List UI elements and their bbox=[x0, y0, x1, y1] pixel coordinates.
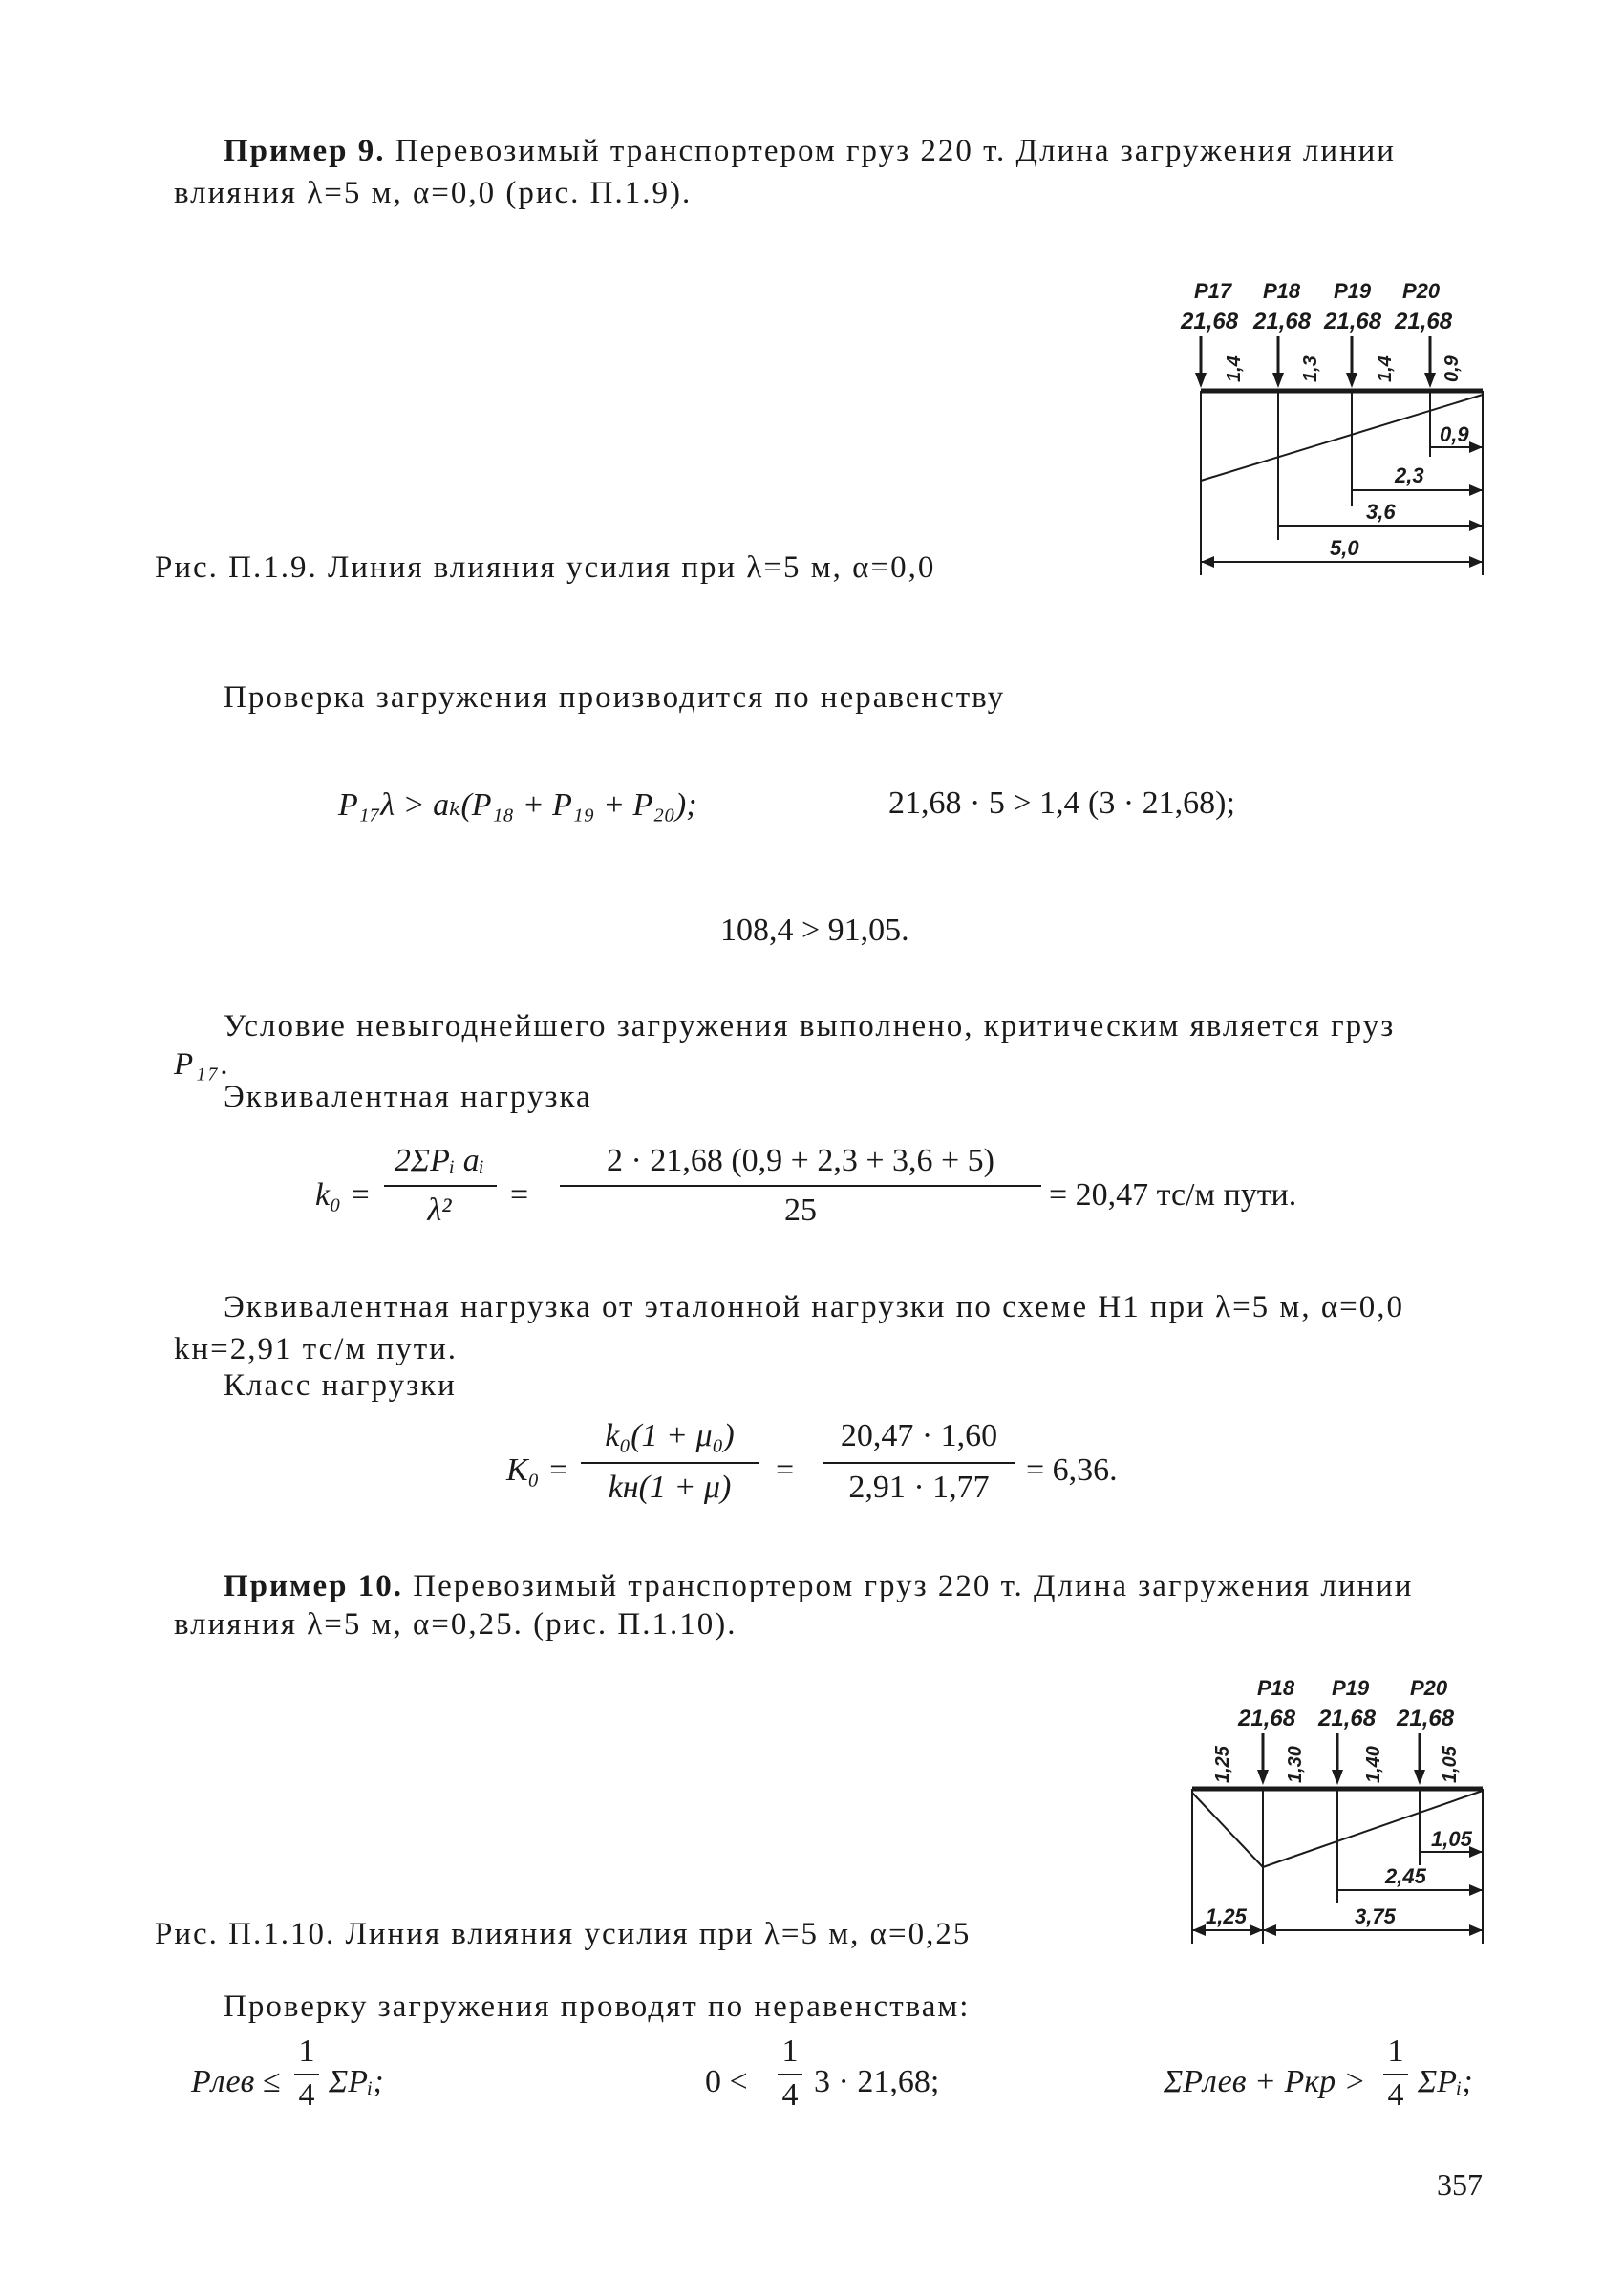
fig10-spacing-2: 1,30 bbox=[1285, 1746, 1306, 1783]
fig9-force-p20: P20 bbox=[1402, 279, 1441, 303]
fig10-value-2: 21,68 bbox=[1318, 1706, 1377, 1731]
fig9-spacing-1: 1,4 bbox=[1224, 355, 1245, 382]
example9-label: Пример 9. bbox=[224, 134, 386, 168]
check10-f2-den: 4 bbox=[781, 2077, 799, 2113]
K0-den1: kн(1 + μ) bbox=[608, 1470, 732, 1505]
fig10-caption: Рис. П.1.10. Линия влияния усилия при λ=5 м, α=0,25 bbox=[155, 1917, 972, 1951]
cond9-line1: Условие невыгоднейшего загружения выполнено, критическим является груз bbox=[224, 1009, 1396, 1043]
etalon-line2: kн=2,91 тс/м пути. bbox=[174, 1332, 459, 1366]
figure-p19 bbox=[1165, 277, 1509, 592]
fig9-force-p18: P18 bbox=[1263, 279, 1301, 303]
K0-eq: = bbox=[776, 1452, 795, 1488]
fig10-dim-1: 1,05 bbox=[1431, 1827, 1472, 1851]
check10-f3-den: 4 bbox=[1387, 2077, 1404, 2113]
fig10-force-arrows bbox=[1257, 1733, 1425, 1785]
check10-f2-left: 0 < bbox=[705, 2064, 748, 2099]
etalon-line1: Эквивалентная нагрузка от эталонной нагрузки по схеме Н1 при λ=5 м, α=0,0 bbox=[224, 1290, 1404, 1324]
fig10-value-1: 21,68 bbox=[1238, 1706, 1296, 1731]
check10-f3-right: ΣPᵢ; bbox=[1418, 2064, 1473, 2099]
figure-p110 bbox=[1185, 1674, 1509, 1970]
fig10-dim-4: 3,75 bbox=[1355, 1904, 1396, 1928]
K0-fracbar1 bbox=[581, 1462, 759, 1464]
check9-inequality-right: 21,68 · 5 > 1,4 (3 · 21,68); bbox=[888, 785, 1235, 821]
check10-f2-right: 3 · 21,68; bbox=[814, 2064, 940, 2099]
K0-num1: k₀(1 + μ₀) bbox=[605, 1418, 735, 1453]
fig10-force-p20: P20 bbox=[1410, 1676, 1448, 1700]
equiv-load-label: Эквивалентная нагрузка bbox=[224, 1080, 592, 1114]
fig9-dim-2: 2,3 bbox=[1395, 463, 1424, 487]
K0-result: = 6,36. bbox=[1026, 1452, 1118, 1488]
check10-f2-bar bbox=[778, 2074, 802, 2075]
fig10-dim-3: 1,25 bbox=[1206, 1904, 1247, 1928]
K0-fracbar2 bbox=[823, 1462, 1015, 1464]
page-number: 357 bbox=[1437, 2167, 1483, 2202]
fig10-dims bbox=[1206, 1827, 1473, 1928]
fig9-dim-4: 5,0 bbox=[1330, 536, 1359, 560]
check10-intro: Проверку загружения проводят по неравенствам: bbox=[224, 1989, 971, 2024]
fig9-spacing-2: 1,3 bbox=[1300, 355, 1321, 382]
check9-intro: Проверка загружения производится по неравенству bbox=[224, 680, 1006, 715]
k0-den1: λ² bbox=[427, 1193, 452, 1228]
fig9-force-p19: P19 bbox=[1334, 279, 1372, 303]
k0-result: = 20,47 тс/м пути. bbox=[1049, 1177, 1297, 1213]
k0-fracbar2 bbox=[560, 1185, 1041, 1187]
k0-lhs: k₀ = bbox=[315, 1177, 372, 1213]
fig10-spacing-1: 1,25 bbox=[1212, 1746, 1233, 1783]
k0-num1: 2ΣPᵢ aᵢ bbox=[394, 1143, 485, 1178]
check10-f1-den: 4 bbox=[298, 2077, 315, 2113]
fig10-force-labels bbox=[1237, 1676, 1455, 1731]
fig10-spacing-3: 1,40 bbox=[1363, 1746, 1384, 1783]
fig9-spacing-4: 0,9 bbox=[1442, 355, 1463, 382]
K0-lhs: K₀ = bbox=[506, 1452, 569, 1488]
check10-f3-num: 1 bbox=[1387, 2033, 1404, 2069]
fig9-dim-3: 3,6 bbox=[1366, 500, 1396, 524]
cond9-line2: P₁₇. bbox=[174, 1047, 231, 1082]
k0-den2: 25 bbox=[784, 1193, 817, 1228]
fig9-force-labels bbox=[1180, 279, 1453, 334]
check10-f2-num: 1 bbox=[781, 2033, 799, 2069]
fig10-force-p18: P18 bbox=[1257, 1676, 1295, 1700]
class-label: Класс нагрузки bbox=[224, 1368, 457, 1403]
fig10-value-3: 21,68 bbox=[1397, 1706, 1455, 1731]
fig9-dim-1: 0,9 bbox=[1440, 422, 1469, 446]
check10-f1-left: Pлев ≤ bbox=[191, 2064, 281, 2099]
fig10-force-p19: P19 bbox=[1332, 1676, 1370, 1700]
K0-num2: 20,47 · 1,60 bbox=[840, 1418, 998, 1453]
example10-line2: влияния λ=5 м, α=0,25. (рис. П.1.10). bbox=[174, 1607, 737, 1642]
k0-num2: 2 · 21,68 (0,9 + 2,3 + 3,6 + 5) bbox=[607, 1143, 994, 1178]
fig9-caption: Рис. П.1.9. Линия влияния усилия при λ=5 м, α=0,0 bbox=[155, 550, 936, 585]
example9-line1 bbox=[224, 132, 1396, 170]
check10-f3-left: ΣPлев + Pкр > bbox=[1164, 2064, 1366, 2099]
check10-f1-right: ΣPᵢ; bbox=[329, 2064, 384, 2099]
example9-text1: Перевозимый транспортером груз 220 т. Длина загружения линии bbox=[395, 134, 1396, 168]
fig9-value-3: 21,68 bbox=[1324, 309, 1382, 334]
k0-fracbar1 bbox=[384, 1185, 497, 1187]
K0-den2: 2,91 · 1,77 bbox=[848, 1470, 990, 1505]
example10-label: Пример 10. bbox=[224, 1569, 404, 1603]
fig10-dim-2: 2,45 bbox=[1385, 1864, 1426, 1888]
fig9-value-4: 21,68 bbox=[1395, 309, 1453, 334]
check10-f1-num: 1 bbox=[298, 2033, 315, 2069]
k0-eq: = bbox=[510, 1177, 529, 1213]
check9-result: 108,4 > 91,05. bbox=[720, 913, 909, 948]
check10-f1-bar bbox=[294, 2074, 319, 2075]
example9-line2: влияния λ=5 м, α=0,0 (рис. П.1.9). bbox=[174, 176, 693, 210]
fig9-force-p17: P17 bbox=[1194, 279, 1232, 303]
fig10-spacing-4: 1,05 bbox=[1440, 1746, 1461, 1783]
example10-text1: Перевозимый транспортером груз 220 т. Длина загружения линии bbox=[413, 1569, 1414, 1603]
fig9-value-1: 21,68 bbox=[1181, 309, 1239, 334]
fig9-value-2: 21,68 bbox=[1253, 309, 1312, 334]
check10-f3-bar bbox=[1383, 2074, 1408, 2075]
example10-line1 bbox=[224, 1567, 1413, 1605]
fig9-spacing-3: 1,4 bbox=[1375, 355, 1396, 382]
check9-inequality-left: P₁₇λ > aₖ(P₁₈ + P₁₉ + P₂₀); bbox=[338, 787, 697, 823]
